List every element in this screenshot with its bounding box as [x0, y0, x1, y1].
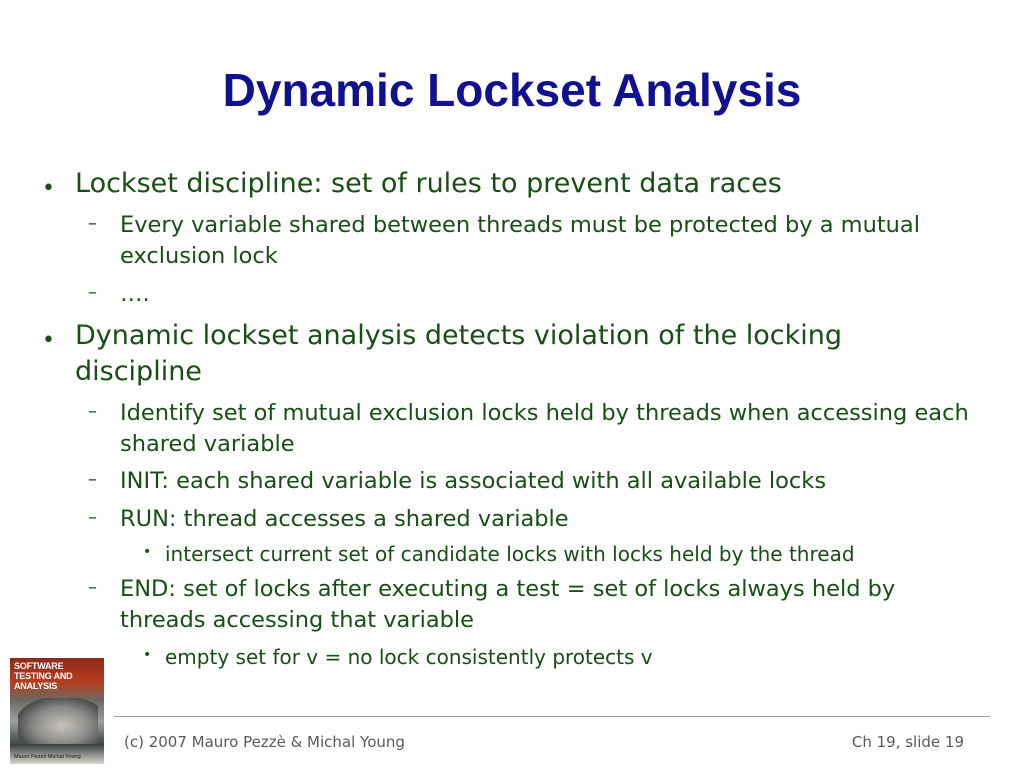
crashed-car-illustration	[18, 698, 98, 744]
dash-marker: –	[88, 401, 97, 422]
bullet-1: Lockset discipline: set of rules to prevent data races	[75, 168, 782, 199]
dash-marker: –	[88, 213, 97, 234]
dash-marker: –	[88, 507, 97, 528]
bullet-2: Dynamic lockset analysis detects violation of the locking discipline	[75, 320, 843, 387]
sub-bullet-1-2: ….	[120, 281, 150, 307]
book-authors: Mauro Pezzè Michal Young	[14, 754, 81, 760]
sub-sub-bullet-2-4-1: empty set for v = no lock consistently protects v	[165, 645, 653, 669]
book-cover-image	[10, 658, 104, 764]
bullet-marker: •	[42, 328, 55, 353]
footer-copyright: (c) 2007 Mauro Pezzè & Michal Young	[124, 733, 405, 751]
bullet-marker: •	[143, 544, 152, 560]
sub-bullet-1-1: Every variable shared between threads must be protected by a mutual exclusion lock	[120, 212, 920, 269]
bullet-marker: •	[143, 647, 152, 663]
dash-marker: –	[88, 577, 97, 598]
slide-title: Dynamic Lockset Analysis	[222, 64, 802, 116]
footer-slide-number: Ch 19, slide 19	[851, 733, 964, 751]
sub-bullet-2-2: INIT: each shared variable is associated with all available locks	[120, 468, 827, 494]
footer-divider	[114, 716, 990, 717]
sub-sub-bullet-2-3-1: intersect current set of candidate locks with locks held by the thread	[165, 542, 855, 566]
dash-marker: –	[88, 469, 97, 490]
sub-bullet-2-4: END: set of locks after executing a test = set of locks always held by threads accessing that variable	[120, 576, 896, 633]
bullet-marker: •	[42, 176, 55, 201]
dash-marker: –	[88, 282, 97, 303]
sub-bullet-2-3: RUN: thread accesses a shared variable	[120, 506, 569, 532]
sub-bullet-2-1: Identify set of mutual exclusion locks held by threads when accessing each shared variable	[120, 400, 969, 457]
book-title: SOFTWARE TESTING AND ANALYSIS	[14, 661, 73, 691]
